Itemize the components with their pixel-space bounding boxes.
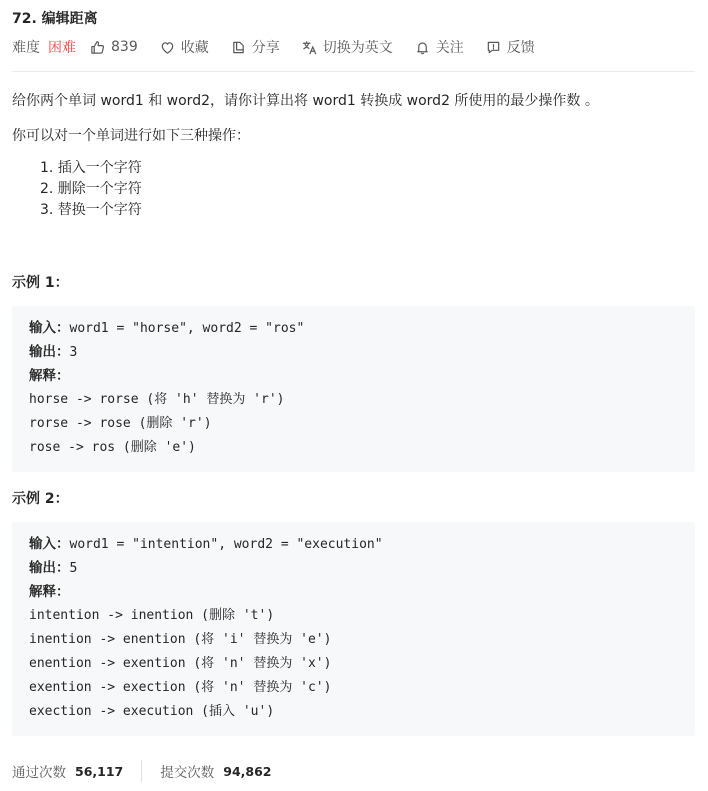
code-line [29, 556, 678, 580]
list-item: 1. 插入一个字符 [40, 160, 142, 176]
header-divider [12, 71, 695, 72]
heart-icon [160, 40, 175, 55]
thumbs-up-icon [90, 40, 105, 55]
list-item: 2. 删除一个字符 [40, 181, 142, 197]
input-value: word1 = "intention", word2 = "execution" [69, 537, 383, 552]
share-label: 分享 [251, 40, 280, 56]
like-button[interactable] [90, 39, 138, 55]
code-line: horse -> rorse (将 'h' 替换为 'r') [29, 392, 285, 407]
stats-divider [141, 760, 142, 782]
follow-button[interactable] [415, 37, 464, 57]
example-2-title: 示例 2： [12, 491, 69, 507]
code-line: inention -> enention (将 'i' 替换为 'e') [29, 632, 332, 647]
feedback-label: 反馈 [506, 40, 535, 56]
share-button[interactable] [231, 37, 280, 57]
example-1-title: 示例 1： [12, 275, 69, 291]
operations-list [40, 158, 142, 221]
follow-label: 关注 [435, 40, 464, 56]
code-line: exention -> exection (将 'n' 替换为 'c') [29, 680, 332, 695]
code-line: intention -> inention (删除 't') [29, 608, 275, 623]
problem-title: 72. 编辑距离 [12, 11, 98, 27]
example-2-codeblock [12, 522, 695, 736]
explain-label: 解释： [29, 584, 70, 600]
switch-language-button[interactable] [302, 37, 393, 57]
example-1-codeblock [12, 306, 695, 472]
bell-icon [415, 40, 430, 55]
submitted-count: 94,862 [223, 763, 272, 779]
output-value: 3 [69, 345, 78, 360]
accepted-count: 56,117 [75, 763, 124, 779]
submitted-label: 提交次数 [160, 765, 215, 781]
input-label: 输入： [29, 536, 70, 552]
input-value: word1 = "horse", word2 = "ros" [69, 321, 305, 336]
feedback-button[interactable] [486, 37, 535, 57]
code-line: rose -> ros (删除 'e') [29, 440, 196, 455]
code-line [29, 532, 678, 556]
accepted-label: 通过次数 [12, 765, 66, 781]
code-line [29, 364, 678, 388]
code-line: enention -> exention (将 'n' 替换为 'x') [29, 656, 332, 671]
share-icon [231, 40, 246, 55]
description-paragraph: 你可以对一个单词进行如下三种操作： [12, 128, 250, 144]
output-label: 输出： [29, 344, 70, 360]
switch-language-label: 切换为英文 [322, 40, 393, 56]
problem-toolbar [12, 36, 557, 58]
code-line: exection -> execution (插入 'u') [29, 704, 275, 719]
list-item: 3. 替换一个字符 [40, 202, 142, 218]
input-label: 输入： [29, 320, 70, 336]
submission-stats [12, 760, 272, 782]
output-label: 输出： [29, 560, 70, 576]
difficulty-label: 难度 [12, 40, 40, 56]
code-line [29, 340, 678, 364]
translate-icon [302, 40, 317, 55]
like-count: 839 [111, 39, 138, 55]
code-line [29, 580, 678, 604]
difficulty-badge: 困难 [48, 40, 76, 56]
description-paragraph: 给你两个单词 word1 和 word2，请你计算出将 word1 转换成 word2 所使用的最少操作数 。 [12, 93, 599, 109]
favorite-label: 收藏 [180, 40, 209, 56]
feedback-icon [486, 40, 501, 55]
output-value: 5 [69, 561, 78, 576]
favorite-button[interactable] [160, 37, 209, 57]
code-line [29, 316, 678, 340]
explain-label: 解释： [29, 368, 70, 384]
code-line: rorse -> rose (删除 'r') [29, 416, 212, 431]
